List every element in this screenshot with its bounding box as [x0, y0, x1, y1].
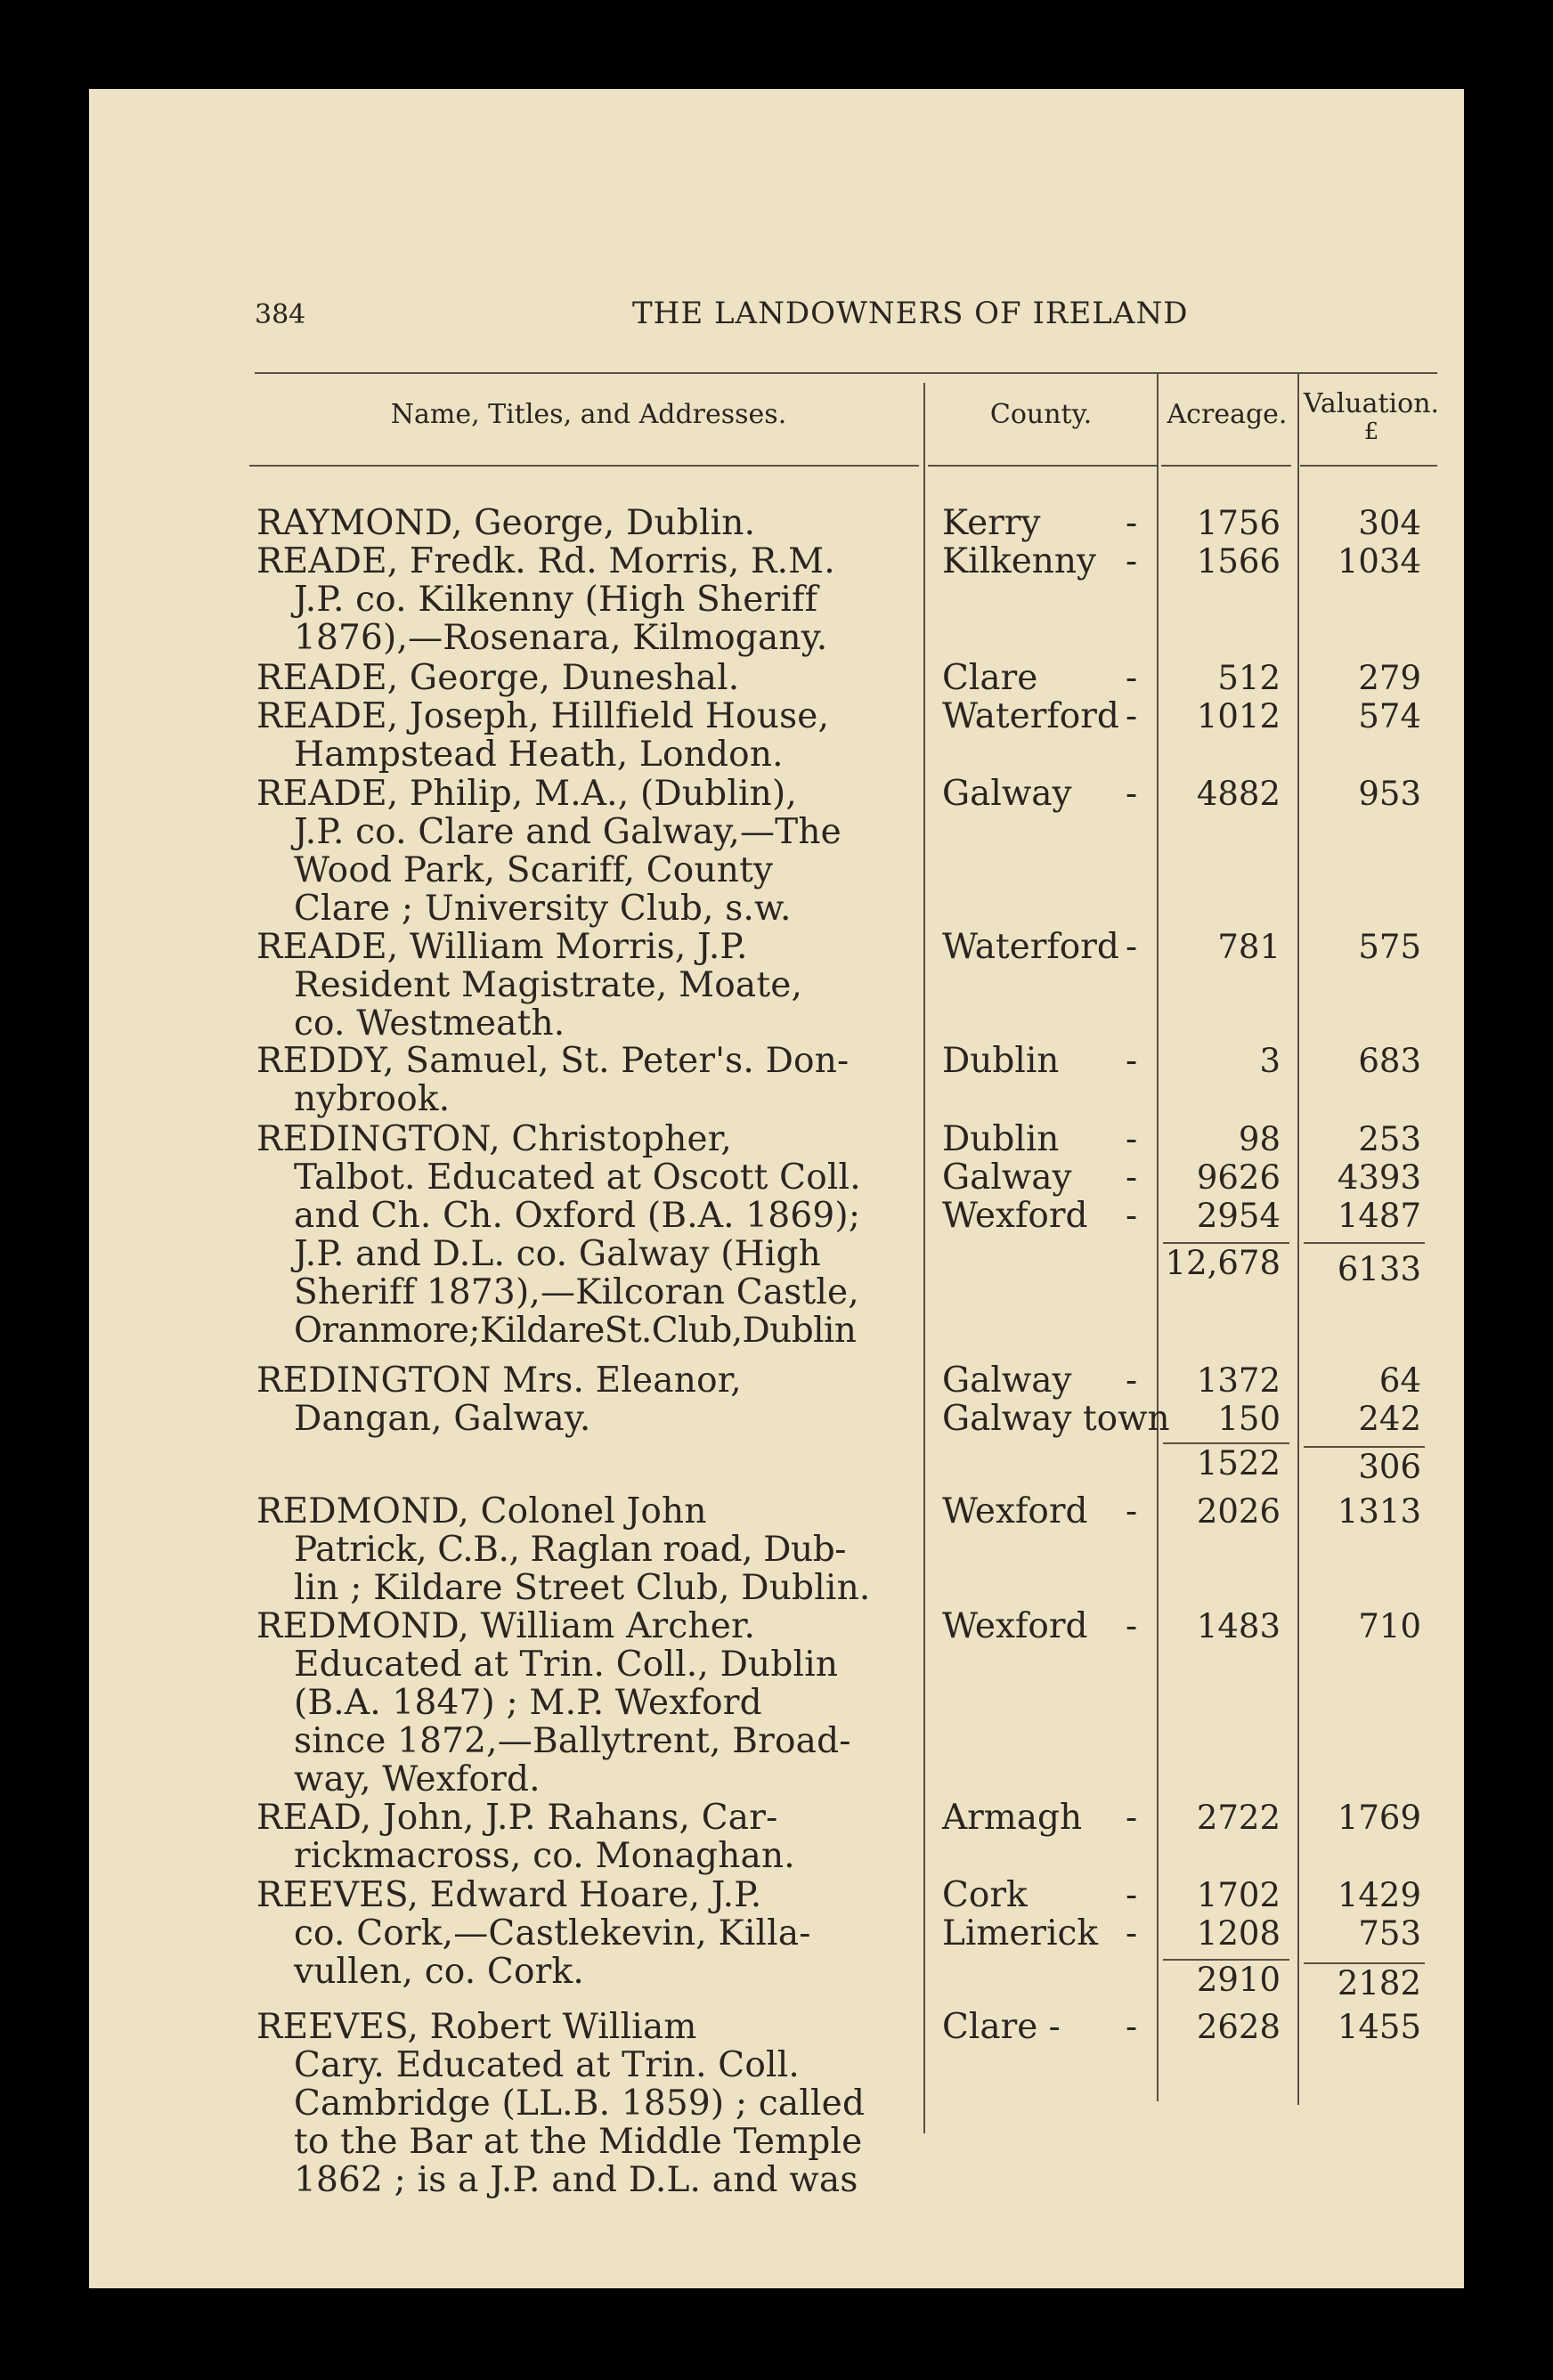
county-cell: Galway [942, 1158, 1072, 1198]
column-header-valuation-unit: £ [1363, 418, 1379, 445]
valuation-cell: 575 [1358, 928, 1421, 966]
entry-redington-eleanor [256, 1361, 742, 1438]
dash-cell: - [1126, 541, 1138, 581]
entry-line: READE, William Morris, J.P. [256, 927, 748, 967]
entry-line: Wood Park, Scariff, County [294, 850, 774, 890]
entry-reade-frederick [256, 542, 835, 657]
acreage-cell: 98 [1238, 1120, 1281, 1158]
acreage-cell: 2954 [1196, 1197, 1281, 1235]
entry-line: Clare ; University Club, s.w. [294, 889, 792, 929]
entry-line: 1876),—Rosenara, Kilmogany. [294, 618, 828, 658]
county-cell: Wexford [942, 1196, 1088, 1236]
entry-line: REDMOND, Colonel John [256, 1491, 707, 1531]
dash-cell: - [1126, 1875, 1138, 1915]
county-cell: Dublin [942, 1119, 1060, 1159]
entry-line: vullen, co. Cork. [294, 1952, 584, 1992]
valuation-cell: 683 [1358, 1042, 1421, 1080]
entry-line: 1862 ; is a J.P. and D.L. and was [294, 2160, 858, 2200]
valuation-cell: 1455 [1337, 2008, 1421, 2046]
entry-reeves-robert [256, 2008, 865, 2199]
county-cell: Limerick [942, 1913, 1099, 1954]
county-cell: Kerry [942, 503, 1041, 543]
entry-line: READ, John, J.P. Rahans, Car- [256, 1798, 778, 1838]
column-header-name: Name, Titles, and Addresses. [390, 399, 787, 430]
entry-line: REDDY, Samuel, St. Peter's. Don- [256, 1041, 850, 1081]
entry-redmond-john [256, 1492, 870, 1607]
entry-line: READE, Philip, M.A., (Dublin), [256, 774, 797, 814]
entry-line: Sheriff 1873),—Kilcoran Castle, [294, 1272, 859, 1312]
entry-line: J.P. co. Clare and Galway,—The [294, 812, 842, 852]
valuation-cell: 64 [1378, 1361, 1421, 1400]
acreage-cell: 4882 [1196, 775, 1281, 813]
dash-cell: - [1126, 1196, 1138, 1236]
county-cell: Clare - [942, 2007, 1061, 2047]
dash-cell: - [1126, 774, 1138, 814]
dash-cell: - [1126, 503, 1138, 543]
entry-line: REDINGTON Mrs. Eleanor, [256, 1361, 742, 1401]
dash-cell: - [1126, 1913, 1138, 1954]
valuation-cell: 242 [1358, 1400, 1421, 1438]
column-rule-2 [1157, 372, 1159, 2101]
valuation-cell: 710 [1358, 1607, 1421, 1645]
valuation-cell: 4393 [1337, 1158, 1421, 1197]
entry-line: Patrick, C.B., Raglan road, Dub- [294, 1530, 847, 1570]
county-cell: Galway [942, 774, 1072, 814]
dash-cell: - [1126, 658, 1138, 698]
entry-line: REDINGTON, Christopher, [256, 1119, 732, 1159]
acreage-total: 12,678 [1165, 1244, 1281, 1282]
entry-redington-christopher [256, 1120, 861, 1350]
entry-reade-william [256, 928, 802, 1043]
entry-line: READE, Joseph, Hillfield House, [256, 696, 830, 736]
page-number: 384 [255, 299, 306, 330]
county-cell: Waterford [942, 927, 1119, 967]
county-cell: Kilkenny [942, 541, 1097, 581]
valuation-cell: 1487 [1337, 1197, 1421, 1235]
valuation-cell: 574 [1358, 697, 1421, 735]
acreage-cell: 150 [1217, 1400, 1281, 1438]
county-cell: Wexford [942, 1491, 1088, 1531]
entry-line: REDMOND, William Archer. [256, 1606, 756, 1646]
county-cell: Cork [942, 1875, 1028, 1915]
valuation-cell: 1769 [1337, 1799, 1421, 1837]
acreage-cell: 1756 [1196, 504, 1281, 542]
valuation-total: 2182 [1337, 1964, 1421, 2002]
entry-line: Resident Magistrate, Moate, [294, 965, 803, 1005]
entry-reddy-samuel [256, 1042, 849, 1118]
acreage-cell: 1566 [1196, 542, 1281, 581]
running-title: THE LANDOWNERS OF IRELAND [632, 296, 1189, 331]
valuation-total: 6133 [1337, 1250, 1421, 1288]
acreage-cell: 1012 [1196, 697, 1281, 735]
dash-cell: - [1126, 1119, 1138, 1159]
county-cell: Wexford [942, 1606, 1088, 1646]
entry-line: Dangan, Galway. [294, 1399, 591, 1439]
entry-line: READE, George, Duneshal. [256, 658, 740, 698]
county-cell: Armagh [942, 1798, 1083, 1838]
entry-line: Hampstead Heath, London. [294, 735, 784, 775]
acreage-cell: 781 [1217, 928, 1281, 966]
acreage-cell: 1372 [1196, 1361, 1281, 1400]
subtotal-rule-valuation [1304, 1242, 1425, 1244]
header-rule-name [249, 465, 919, 467]
header-rule-county [928, 465, 1158, 467]
entry-line: RAYMOND, George, Dublin. [256, 503, 756, 543]
valuation-cell: 253 [1358, 1120, 1421, 1158]
entry-redmond-william [256, 1607, 851, 1799]
dash-cell: - [1126, 927, 1138, 967]
acreage-cell: 2628 [1196, 2008, 1281, 2046]
valuation-cell: 304 [1358, 504, 1421, 542]
valuation-cell: 1034 [1337, 542, 1421, 581]
entry-line: (B.A. 1847) ; M.P. Wexford [294, 1683, 762, 1723]
valuation-cell: 279 [1358, 659, 1421, 697]
dash-cell: - [1126, 1041, 1138, 1081]
header-rule-valuation [1300, 465, 1437, 467]
entry-read-john [256, 1799, 795, 1875]
dash-cell: - [1126, 1606, 1138, 1646]
county-cell: Waterford [942, 696, 1119, 736]
column-header-valuation: Valuation. [1303, 388, 1440, 419]
acreage-total: 1522 [1196, 1444, 1281, 1482]
acreage-cell: 3 [1259, 1042, 1281, 1080]
dash-cell: - [1126, 1361, 1138, 1401]
entry-line: since 1872,—Ballytrent, Broad- [294, 1721, 851, 1761]
entry-line: co. Westmeath. [294, 1003, 565, 1044]
dash-cell: - [1126, 696, 1138, 736]
entry-line: way, Wexford. [294, 1759, 541, 1799]
entry-reade-philip [256, 775, 842, 928]
acreage-cell: 2722 [1196, 1799, 1281, 1837]
entry-line: READE, Fredk. Rd. Morris, R.M. [256, 541, 835, 581]
acreage-cell: 2026 [1196, 1492, 1281, 1531]
dash-cell: - [1126, 1158, 1138, 1198]
entry-line: Oranmore;KildareSt.Club,Dublin [294, 1311, 857, 1351]
entry-line: nybrook. [294, 1079, 451, 1119]
county-cell: Clare [942, 658, 1038, 698]
book-page [89, 89, 1464, 2288]
entry-line: Cary. Educated at Trin. Coll. [294, 2045, 800, 2085]
acreage-cell: 1208 [1196, 1914, 1281, 1953]
dash-cell: - [1126, 1798, 1138, 1838]
entry-line: to the Bar at the Middle Temple [294, 2122, 863, 2162]
entry-line: J.P. co. Kilkenny (High Sheriff [294, 580, 818, 620]
acreage-cell: 1702 [1196, 1876, 1281, 1914]
entry-line: Cambridge (LL.B. 1859) ; called [294, 2084, 866, 2124]
entry-reade-joseph [256, 697, 829, 774]
dash-cell: - [1126, 1491, 1138, 1531]
county-cell: Dublin [942, 1041, 1060, 1081]
acreage-cell: 512 [1217, 659, 1281, 697]
valuation-cell: 953 [1358, 775, 1421, 813]
entry-line: co. Cork,—Castlekevin, Killa- [294, 1913, 811, 1954]
entry-line: REEVES, Edward Hoare, J.P. [256, 1875, 762, 1915]
valuation-cell: 753 [1358, 1914, 1421, 1953]
acreage-cell: 9626 [1196, 1158, 1281, 1197]
acreage-total: 2910 [1196, 1961, 1281, 1999]
entry-line: Talbot. Educated at Oscott Coll. [294, 1158, 861, 1198]
entry-reade-george [256, 659, 739, 697]
entry-line: rickmacross, co. Monaghan. [294, 1836, 795, 1876]
dash-cell: - [1126, 2007, 1138, 2047]
column-header-county: County. [989, 399, 1093, 430]
top-rule [255, 372, 1437, 374]
header-rule-acreage [1161, 465, 1291, 467]
county-cell: Galway [942, 1361, 1072, 1401]
valuation-cell: 1313 [1337, 1492, 1421, 1531]
column-header-acreage: Acreage. [1167, 399, 1288, 430]
valuation-cell: 1429 [1337, 1876, 1421, 1914]
entry-line: REEVES, Robert William [256, 2007, 697, 2047]
entry-reeves-edward [256, 1876, 811, 1991]
column-rule-3 [1297, 372, 1299, 2105]
county-cell: Galway town [942, 1399, 1170, 1439]
entry-line: lin ; Kildare Street Club, Dublin. [294, 1568, 871, 1608]
valuation-total: 306 [1358, 1448, 1421, 1486]
entry-line: Educated at Trin. Coll., Dublin [294, 1645, 839, 1685]
entry-line: and Ch. Ch. Oxford (B.A. 1869); [294, 1196, 861, 1236]
entry-line: J.P. and D.L. co. Galway (High [294, 1234, 821, 1274]
acreage-cell: 1483 [1196, 1607, 1281, 1645]
column-rule-1 [923, 383, 925, 2133]
entry-raymond [256, 504, 755, 542]
